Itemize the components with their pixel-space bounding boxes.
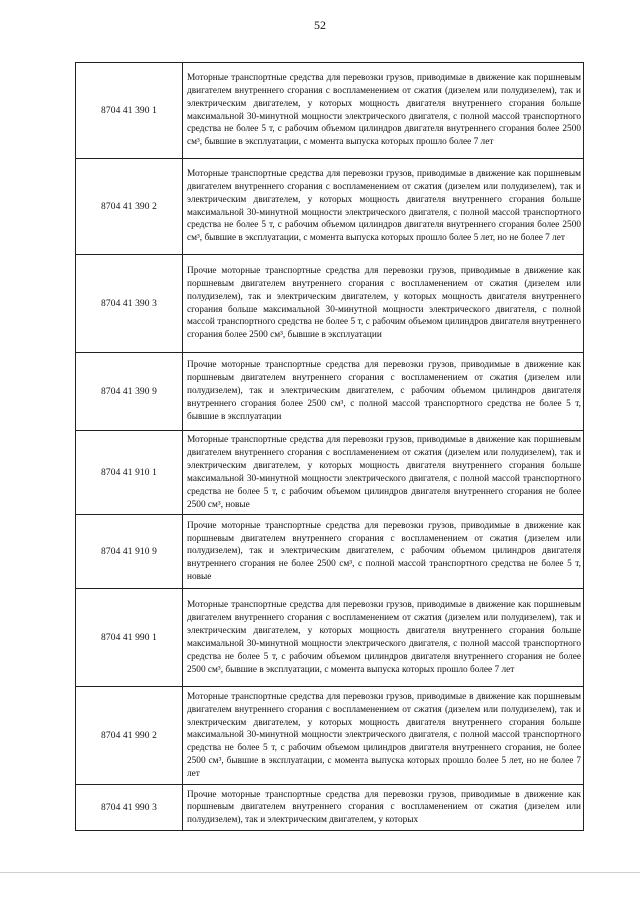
description-cell: Моторные транспортные средства для перевозки грузов, приводимые в движение как поршневым двигателем внутреннего сгорания с воспламенением от сжатия (дизелем или полудизелем), так и электрическим двигателем, у которых мощность двигателя внутреннего сгорания больше максимальной 30-минутной мощности электрического двигателя, с полной массой транспортного средства не более 5 т, с рабочим объемом цилиндров двигателя внутреннего сгорания не более 2500 см³, бывшие в эксплуатации, с момента выпуска которых прошло более 7 лет bbox=[183, 589, 584, 687]
code-cell: 8704 41 910 9 bbox=[76, 515, 183, 589]
description-cell: Моторные транспортные средства для перевозки грузов, приводимые в движение как поршневым двигателем внутреннего сгорания с воспламенением от сжатия (дизелем или полудизелем), так и электрическим двигателем, у которых мощность двигателя внутреннего сгорания больше максимальной 30-минутной мощности электрического двигателя, с полной массой транспортного средства не более 5 т, с рабочим объемом цилиндров двигателя внутреннего сгорания более 2500 см³, бывшие в эксплуатации, с момента выпуска которых прошло более 5 лет, но не более 7 лет bbox=[183, 159, 584, 255]
code-cell: 8704 41 990 2 bbox=[76, 687, 183, 785]
bottom-rule bbox=[0, 872, 640, 873]
code-cell: 8704 41 390 3 bbox=[76, 255, 183, 353]
description-cell: Прочие моторные транспортные средства для перевозки грузов, приводимые в движение как поршневым двигателем внутреннего сгорания с воспламенением от сжатия (дизелем или полудизелем), так и электрическим двигателем, у которых bbox=[183, 785, 584, 831]
tariff-code-table bbox=[75, 62, 584, 831]
table-row bbox=[76, 63, 584, 159]
description-cell: Моторные транспортные средства для перевозки грузов, приводимые в движение как поршневым двигателем внутреннего сгорания с воспламенением от сжатия (дизелем или полудизелем), так и электрическим двигателем, у которых мощность двигателя внутреннего сгорания больше максимальной 30-минутной мощности электрического двигателя, с полной массой транспортного средства не более 5 т, с рабочим объемом цилиндров двигателя внутреннего сгорания, не более 2500 см³, бывшие в эксплуатации, с момента выпуска которых прошло более 5 лет, но не более 7 лет bbox=[183, 687, 584, 785]
table-row bbox=[76, 431, 584, 515]
description-cell: Прочие моторные транспортные средства для перевозки грузов, приводимые в движение как поршневым двигателем внутреннего сгорания с воспламенением от сжатия (дизелем или полудизелем), так и электрическим двигателем, с рабочим объемом цилиндров двигателя внутреннего сгорания более 2500 см³, с полной массой транспортного средства не более 5 т, бывшие в эксплуатации bbox=[183, 353, 584, 431]
code-cell: 8704 41 390 9 bbox=[76, 353, 183, 431]
table-row bbox=[76, 159, 584, 255]
code-cell: 8704 41 390 1 bbox=[76, 63, 183, 159]
description-cell: Прочие моторные транспортные средства для перевозки грузов, приводимые в движение как поршневым двигателем внутреннего сгорания с воспламенением от сжатия (дизелем или полудизелем), так и электрическим двигателем, у которых мощность двигателя внутреннего сгорания больше максимальной 30-минутной мощности электрического двигателя, с полной массой транспортного средства не более 5 т, с рабочим объемом цилиндров двигателя внутреннего сгорания более 2500 см³, бывшие в эксплуатации bbox=[183, 255, 584, 353]
description-cell: Моторные транспортные средства для перевозки грузов, приводимые в движение как поршневым двигателем внутреннего сгорания с воспламенением от сжатия (дизелем или полудизелем), так и электрическим двигателем, у которых мощность двигателя внутреннего сгорания больше максимальной 30-минутной мощности электрического двигателя, с полной массой транспортного средства не более 5 т, с рабочим объемом цилиндров двигателя внутреннего сгорания более 2500 см³, бывшие в эксплуатации, с момента выпуска которых прошло более 7 лет bbox=[183, 63, 584, 159]
description-cell: Моторные транспортные средства для перевозки грузов, приводимые в движение как поршневым двигателем внутреннего сгорания с воспламенением от сжатия (дизелем или полудизелем), так и электрическим двигателем, у которых мощность двигателя внутреннего сгорания больше максимальной 30-минутной мощности электрического двигателя, с полной массой транспортного средства не более 5 т, с рабочим объемом цилиндров двигателя внутреннего сгорания не более 2500 см³, новые bbox=[183, 431, 584, 515]
table-row bbox=[76, 785, 584, 831]
table-row bbox=[76, 515, 584, 589]
code-cell: 8704 41 990 1 bbox=[76, 589, 183, 687]
table-row bbox=[76, 589, 584, 687]
page-number: 52 bbox=[314, 18, 326, 32]
table-row bbox=[76, 353, 584, 431]
table-row bbox=[76, 687, 584, 785]
table-row bbox=[76, 255, 584, 353]
code-cell: 8704 41 990 3 bbox=[76, 785, 183, 831]
description-cell: Прочие моторные транспортные средства для перевозки грузов, приводимые в движение как поршневым двигателем внутреннего сгорания с воспламенением от сжатия (дизелем или полудизелем), так и электрическим двигателем, с рабочим объемом цилиндров двигателя внутреннего сгорания не более 2500 см³, с полной массой транспортного средства не более 5 т, новые bbox=[183, 515, 584, 589]
table-body bbox=[76, 63, 584, 831]
code-cell: 8704 41 910 1 bbox=[76, 431, 183, 515]
code-cell: 8704 41 390 2 bbox=[76, 159, 183, 255]
